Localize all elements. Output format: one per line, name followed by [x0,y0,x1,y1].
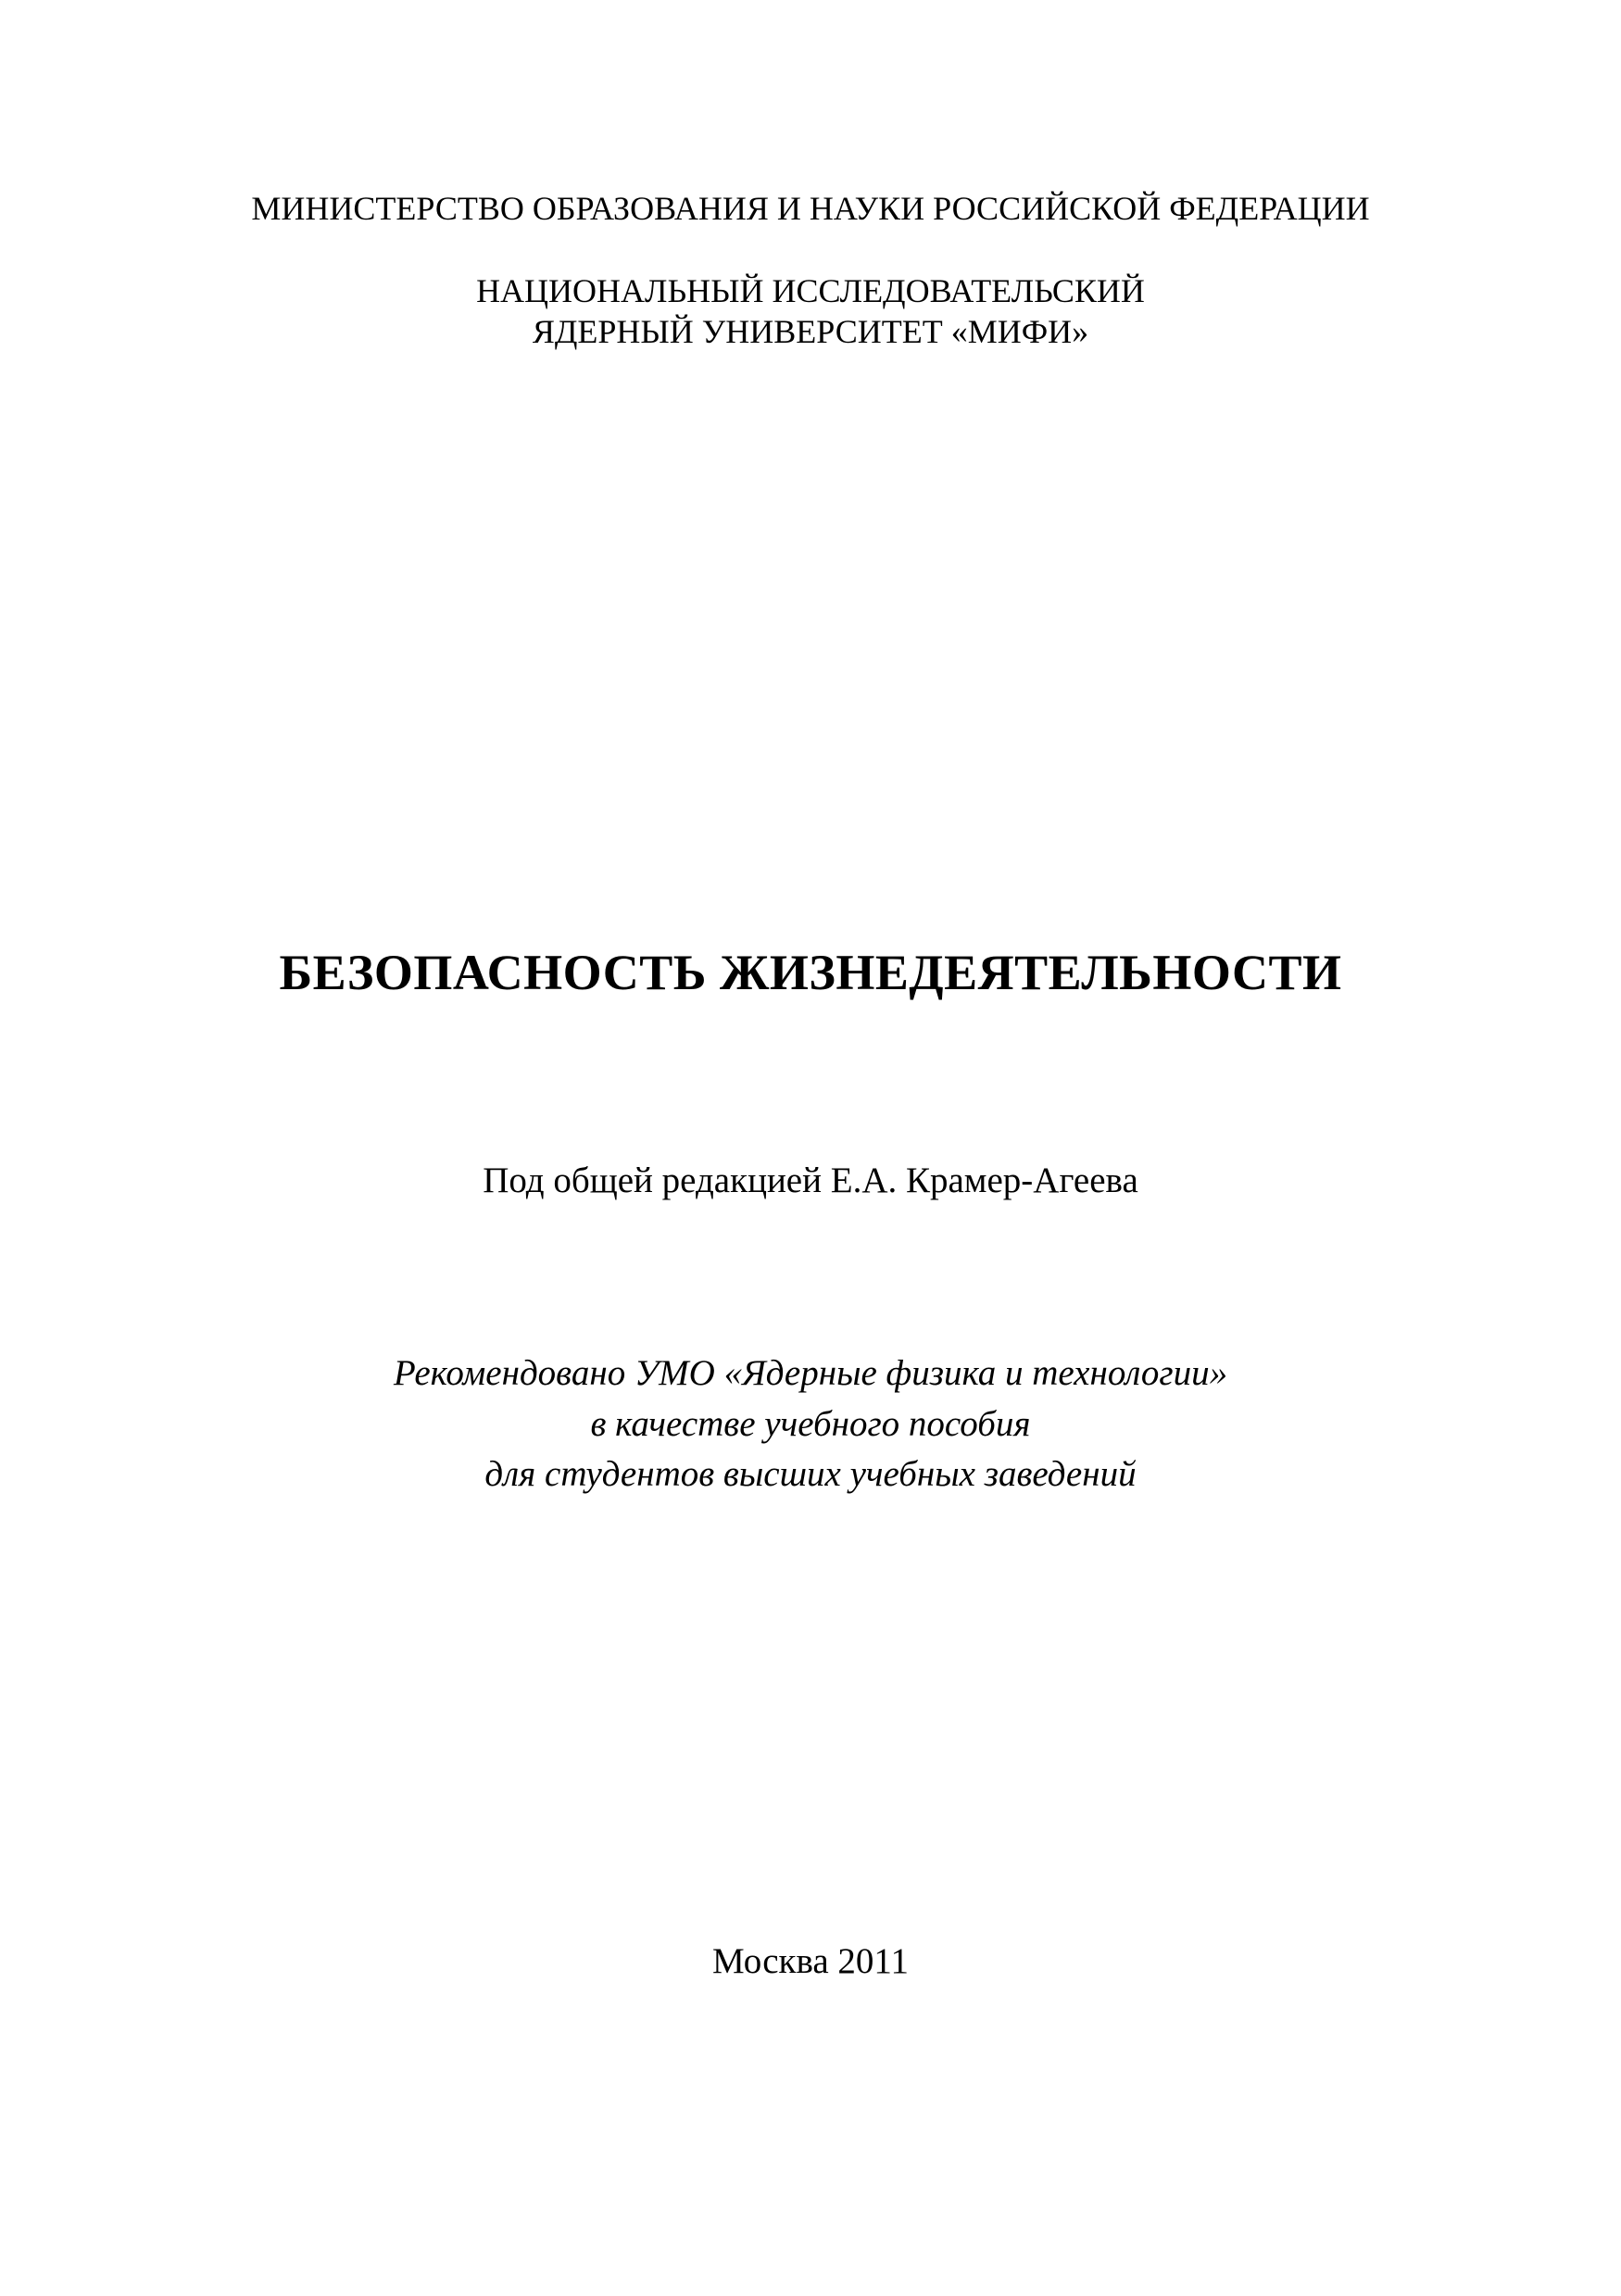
recommendation-line-2: в качестве учебного пособия [590,1404,1031,1444]
place-and-year: Москва 2011 [712,1941,909,1981]
recommendation-line-3: для студентов высших учебных заведений [484,1454,1137,1494]
editor-line: Под общей редакцией Е.А. Крамер-Агеева [483,1161,1138,1200]
document-title: БЕЗОПАСНОСТЬ ЖИЗНЕДЕЯТЕЛЬНОСТИ [279,945,1342,1000]
university-heading-line-2: ЯДЕРНЫЙ УНИВЕРСИТЕТ «МИФИ» [532,313,1089,350]
recommendation-line-1: Рекомендовано УМО «Ядерные физика и технологии» [393,1353,1228,1393]
university-heading-line-1: НАЦИОНАЛЬНЫЙ ИССЛЕДОВАТЕЛЬСКИЙ [476,272,1145,309]
ministry-heading: МИНИСТЕРСТВО ОБРАЗОВАНИЯ И НАУКИ РОССИЙСКОЙ ФЕДЕРАЦИИ [251,190,1370,227]
